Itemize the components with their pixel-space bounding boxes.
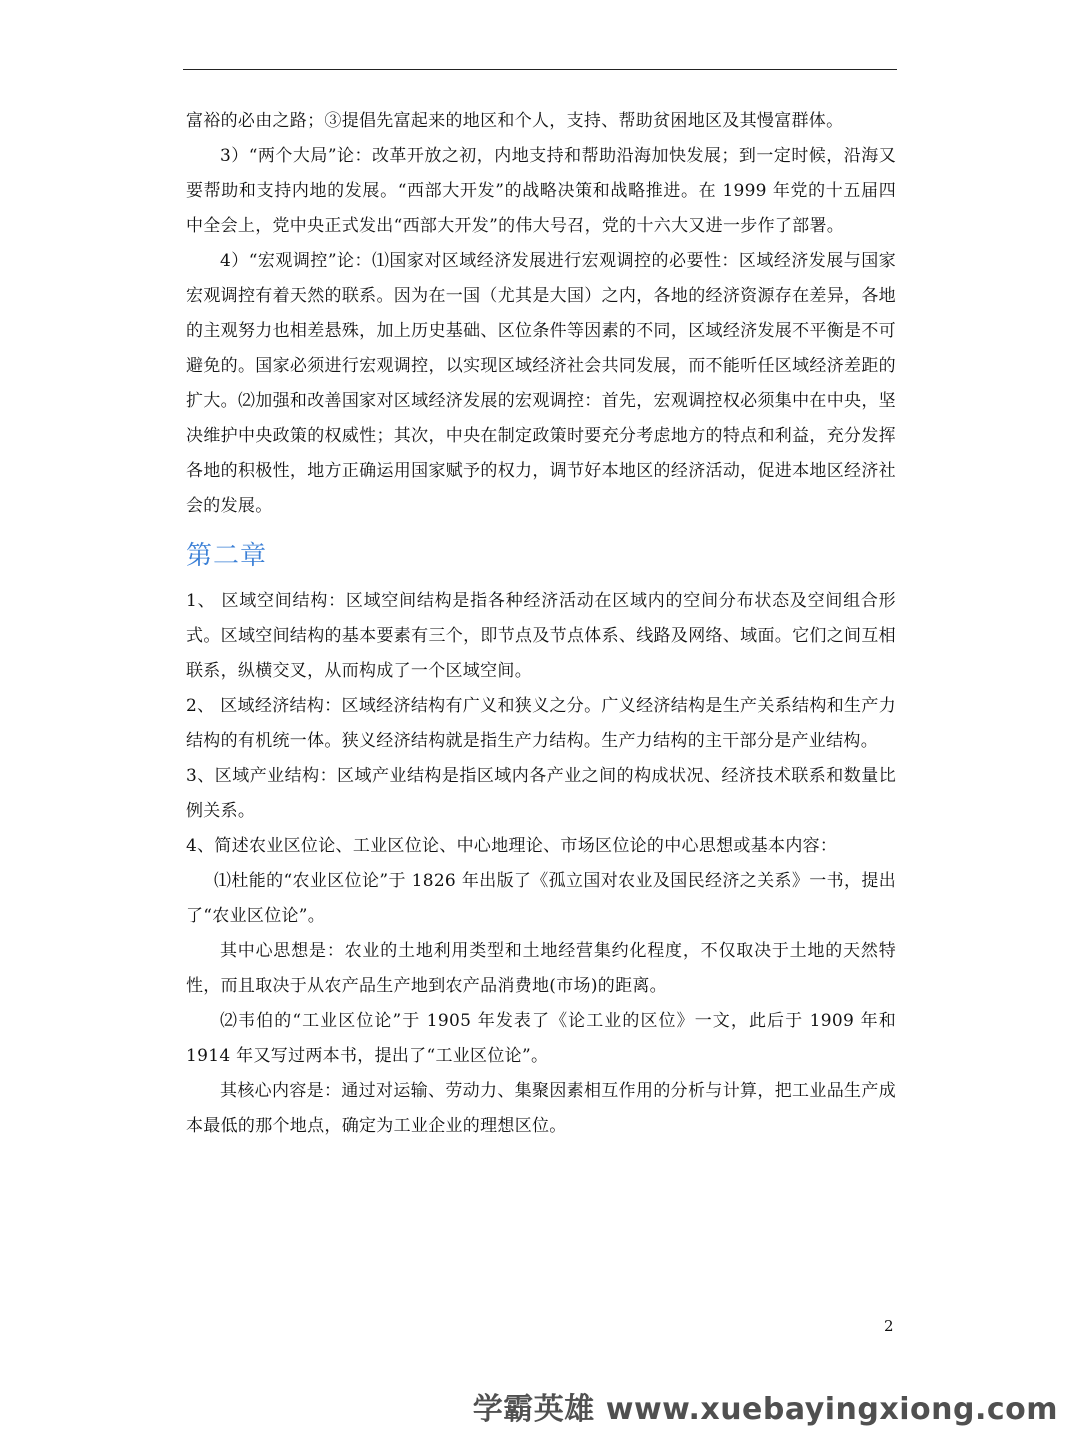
intro-line: 富裕的必由之路；③提倡先富起来的地区和个人，支持、帮助贫困地区及其慢富群体。 <box>186 111 844 131</box>
paragraph-two-overall-situations: 3）“两个大局”论：改革开放之初，内地支持和帮助沿海加快发展；到一定时候，沿海又要帮助和支持内地的发展。“西部大开发”的战略决策和战略推进。在 1999 年党的十五届四中全会上，党中央正式发出“西部大开发”的伟大号召，党的十六大又进一步作了部署。 <box>186 146 896 236</box>
footer-watermark: 学霸英雄 www.xuebayingxiong.com <box>472 1392 1058 1427</box>
item-regional-economic-structure: 2、 区域经济结构：区域经济结构有广义和狭义之分。广义经济结构是生产关系结构和生产力结构的有机统一体。狭义经济结构就是指生产力结构。生产力结构的主干部分是产业结构。 <box>186 696 896 751</box>
weber-intro: ⑵韦伯的“工业区位论”于 1905 年发表了《论工业的区位》一文，此后于 1909 年和 1914 年又写过两本书，提出了“工业区位论”。 <box>186 1011 896 1066</box>
item-regional-industrial-structure: 3、区域产业结构：区域产业结构是指区域内各产业之间的构成状况、经济技术联系和数量比例关系。 <box>186 766 896 821</box>
page-body <box>186 104 896 1144</box>
page-number: 2 <box>884 1317 894 1335</box>
weber-core-idea: 其核心内容是：通过对运输、劳动力、集聚因素相互作用的分析与计算，把工业品生产成本最低的那个地点，确定为工业企业的理想区位。 <box>186 1081 896 1136</box>
thunen-intro: ⑴杜能的“农业区位论”于 1826 年出版了《孤立国对农业及国民经济之关系》一书，提出了“农业区位论”。 <box>186 871 896 926</box>
header-divider <box>183 69 897 70</box>
thunen-core-idea: 其中心思想是：农业的土地利用类型和土地经营集约化程度，不仅取决于土地的天然特性，而且取决于从农产品生产地到农产品消费地(市场)的距离。 <box>186 941 896 996</box>
item-location-theories: 4、简述农业区位论、工业区位论、中心地理论、市场区位论的中心思想或基本内容： <box>186 836 838 856</box>
item-regional-spatial-structure: 1、 区域空间结构：区域空间结构是指各种经济活动在区域内的空间分布状态及空间组合形式。区域空间结构的基本要素有三个，即节点及节点体系、线路及网络、域面。它们之间互相联系，纵横交叉，从而构成了一个区域空间。 <box>186 591 896 681</box>
chapter-title: 第二章 <box>186 541 268 571</box>
paragraph-macro-control: 4）“宏观调控”论：⑴国家对区域经济发展进行宏观调控的必要性：区域经济发展与国家宏观调控有着天然的联系。因为在一国（尤其是大国）之内，各地的经济资源存在差异，各地的主观努力也相差悬殊，加上历史基础、区位条件等因素的不同，区域经济发展不平衡是不可避免的。国家必须进行宏观调控，以实现区域经济社会共同发展，而不能听任区域经济差距的扩大。⑵加强和改善国家对区域经济发展的宏观调控：首先，宏观调控权必须集中在中央，坚决维护中央政策的权威性；其次，中央在制定政策时要充分考虑地方的特点和利益，充分发挥各地的积极性，地方正确运用国家赋予的权力，调节好本地区的经济活动，促进本地区经济社会的发展。 <box>186 251 896 516</box>
